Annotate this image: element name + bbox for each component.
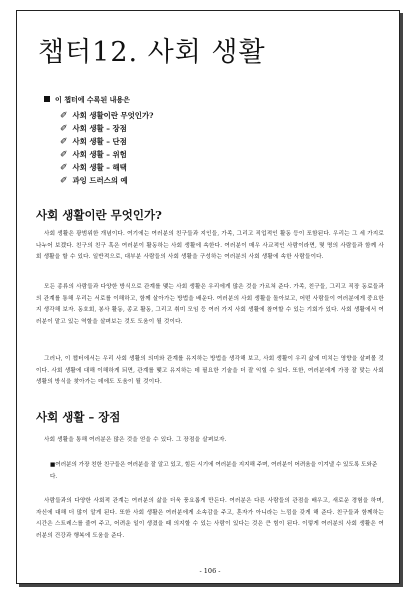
contents-item: ✐ 사회 생활이란 무엇인가? [60,111,154,121]
contents-item: ✐ 사회 생활 – 위험 [60,150,127,160]
pencil-icon: ✐ [60,137,68,147]
body-paragraph: 그러나, 이 챕터에서는 우리 사회 생활의 의미와 관계를 유지하는 방법을 생각해 보고, 사회 생활이 우리 삶에 미치는 영향을 살펴볼 것이다. 사회 생활에 대해 이해하게 되면, 관계를 맺고 유지하는 데 필요한 기술을 더 잘 익힐 수 있다. 또한, 여러분에게 가장 잘 맞는 사회 생활의 방식을 찾아가는 데에도 도움이 될 것이다. [36,356,384,386]
section-heading-what-is-social-life: 사회 생활이란 무엇인가? [36,208,162,222]
contents-item: ✐ 사회 생활 – 장점 [60,124,127,134]
pencil-icon: ✐ [60,124,68,134]
body-paragraph: 사회 생활을 통해 여러분은 많은 것을 얻을 수 있다. 그 장점을 살펴보자. [44,437,227,443]
pencil-icon: ✐ [60,163,68,173]
body-paragraph: 사람들과의 다양한 사회적 관계는 여러분의 삶을 더욱 풍요롭게 만든다. 여러분은 다른 사람들의 관점을 배우고, 새로운 경험을 하며, 자신에 대해 더 많이 알게 된다. 또한 사회 생활은 여러분에게 소속감을 주고, 혼자가 아니라는 느낌을 갖게 해 준다. 친구들과 함께하는 시간은 스트레스를 줄여 주고, 어려운 일이 생겼을 때 의지할 수 있는 사람이 있다는 것은 큰 힘이 된다. 이렇게 여러분의 사회 생활은 여러분의 건강과 행복에 도움을 준다. [36,498,384,540]
contents-item: ✐ 과잉 드러스의 예 [60,176,128,186]
bullet-note: ■여러분의 가장 친한 친구들은 여러분을 잘 알고 있고, 힘든 시기에 여러분을 지지해 주며, 여러분이 어려움을 이겨낼 수 있도록 도와준다. [50,462,378,480]
square-bullet-icon [44,96,50,102]
body-paragraph: 사회 생활은 광범위한 개념이다. 여기에는 여러분의 친구들과 지인들, 가족, 그리고 직업적인 활동 등이 포함된다. 우리는 그 세 가지로 나누어 보겠다. 친구의 친구 혹은 여러분이 활동하는 사회 생활에 속한다. 여러분이 매우 사교적인 사람이라면, 몇 명의 사람들과 함께 사회 생활을 할 수 있다. 일반적으로, 대부분 사람들의 사회 생활을 구성하는 여러분의 사회 생활에 속한 사람들이다. [36,231,384,261]
pencil-icon: ✐ [60,176,68,186]
section-heading-advantages: 사회 생활 – 장점 [36,410,121,424]
contents-item: ✐ 사회 생활 – 해택 [60,163,127,173]
chapter-title: 챕터12. 사회 생활 [38,37,266,68]
contents-item: ✐ 사회 생활 – 단점 [60,137,127,147]
pencil-icon: ✐ [60,111,68,121]
body-paragraph: 모든 종류의 사람들과 다양한 방식으로 관계를 맺는 사회 생활은 우리에게 많은 것을 가르쳐 준다. 가족, 친구들, 그리고 직장 동료들과의 관계를 통해 우리는 서로를 이해하고, 함께 살아가는 방법을 배운다. 여러분의 사회 생활을 돌아보고, 어떤 사람들이 여러분에게 중요한지 생각해 보자. 동호회, 봉사 활동, 종교 활동, 그리고 취미 모임 등 여러 가지 사회 생활에 참여할 수 있는 기회가 있다. 사회 생활에서 여러분이 맡고 있는 역할을 살펴보는 것도 도움이 될 것이다. [36,284,384,326]
pencil-icon: ✐ [60,150,68,160]
chapter-contents-box [44,95,344,187]
contents-heading: 이 챕터에 수록된 내용은 [44,95,344,105]
page-number: - 106 - [199,567,221,575]
